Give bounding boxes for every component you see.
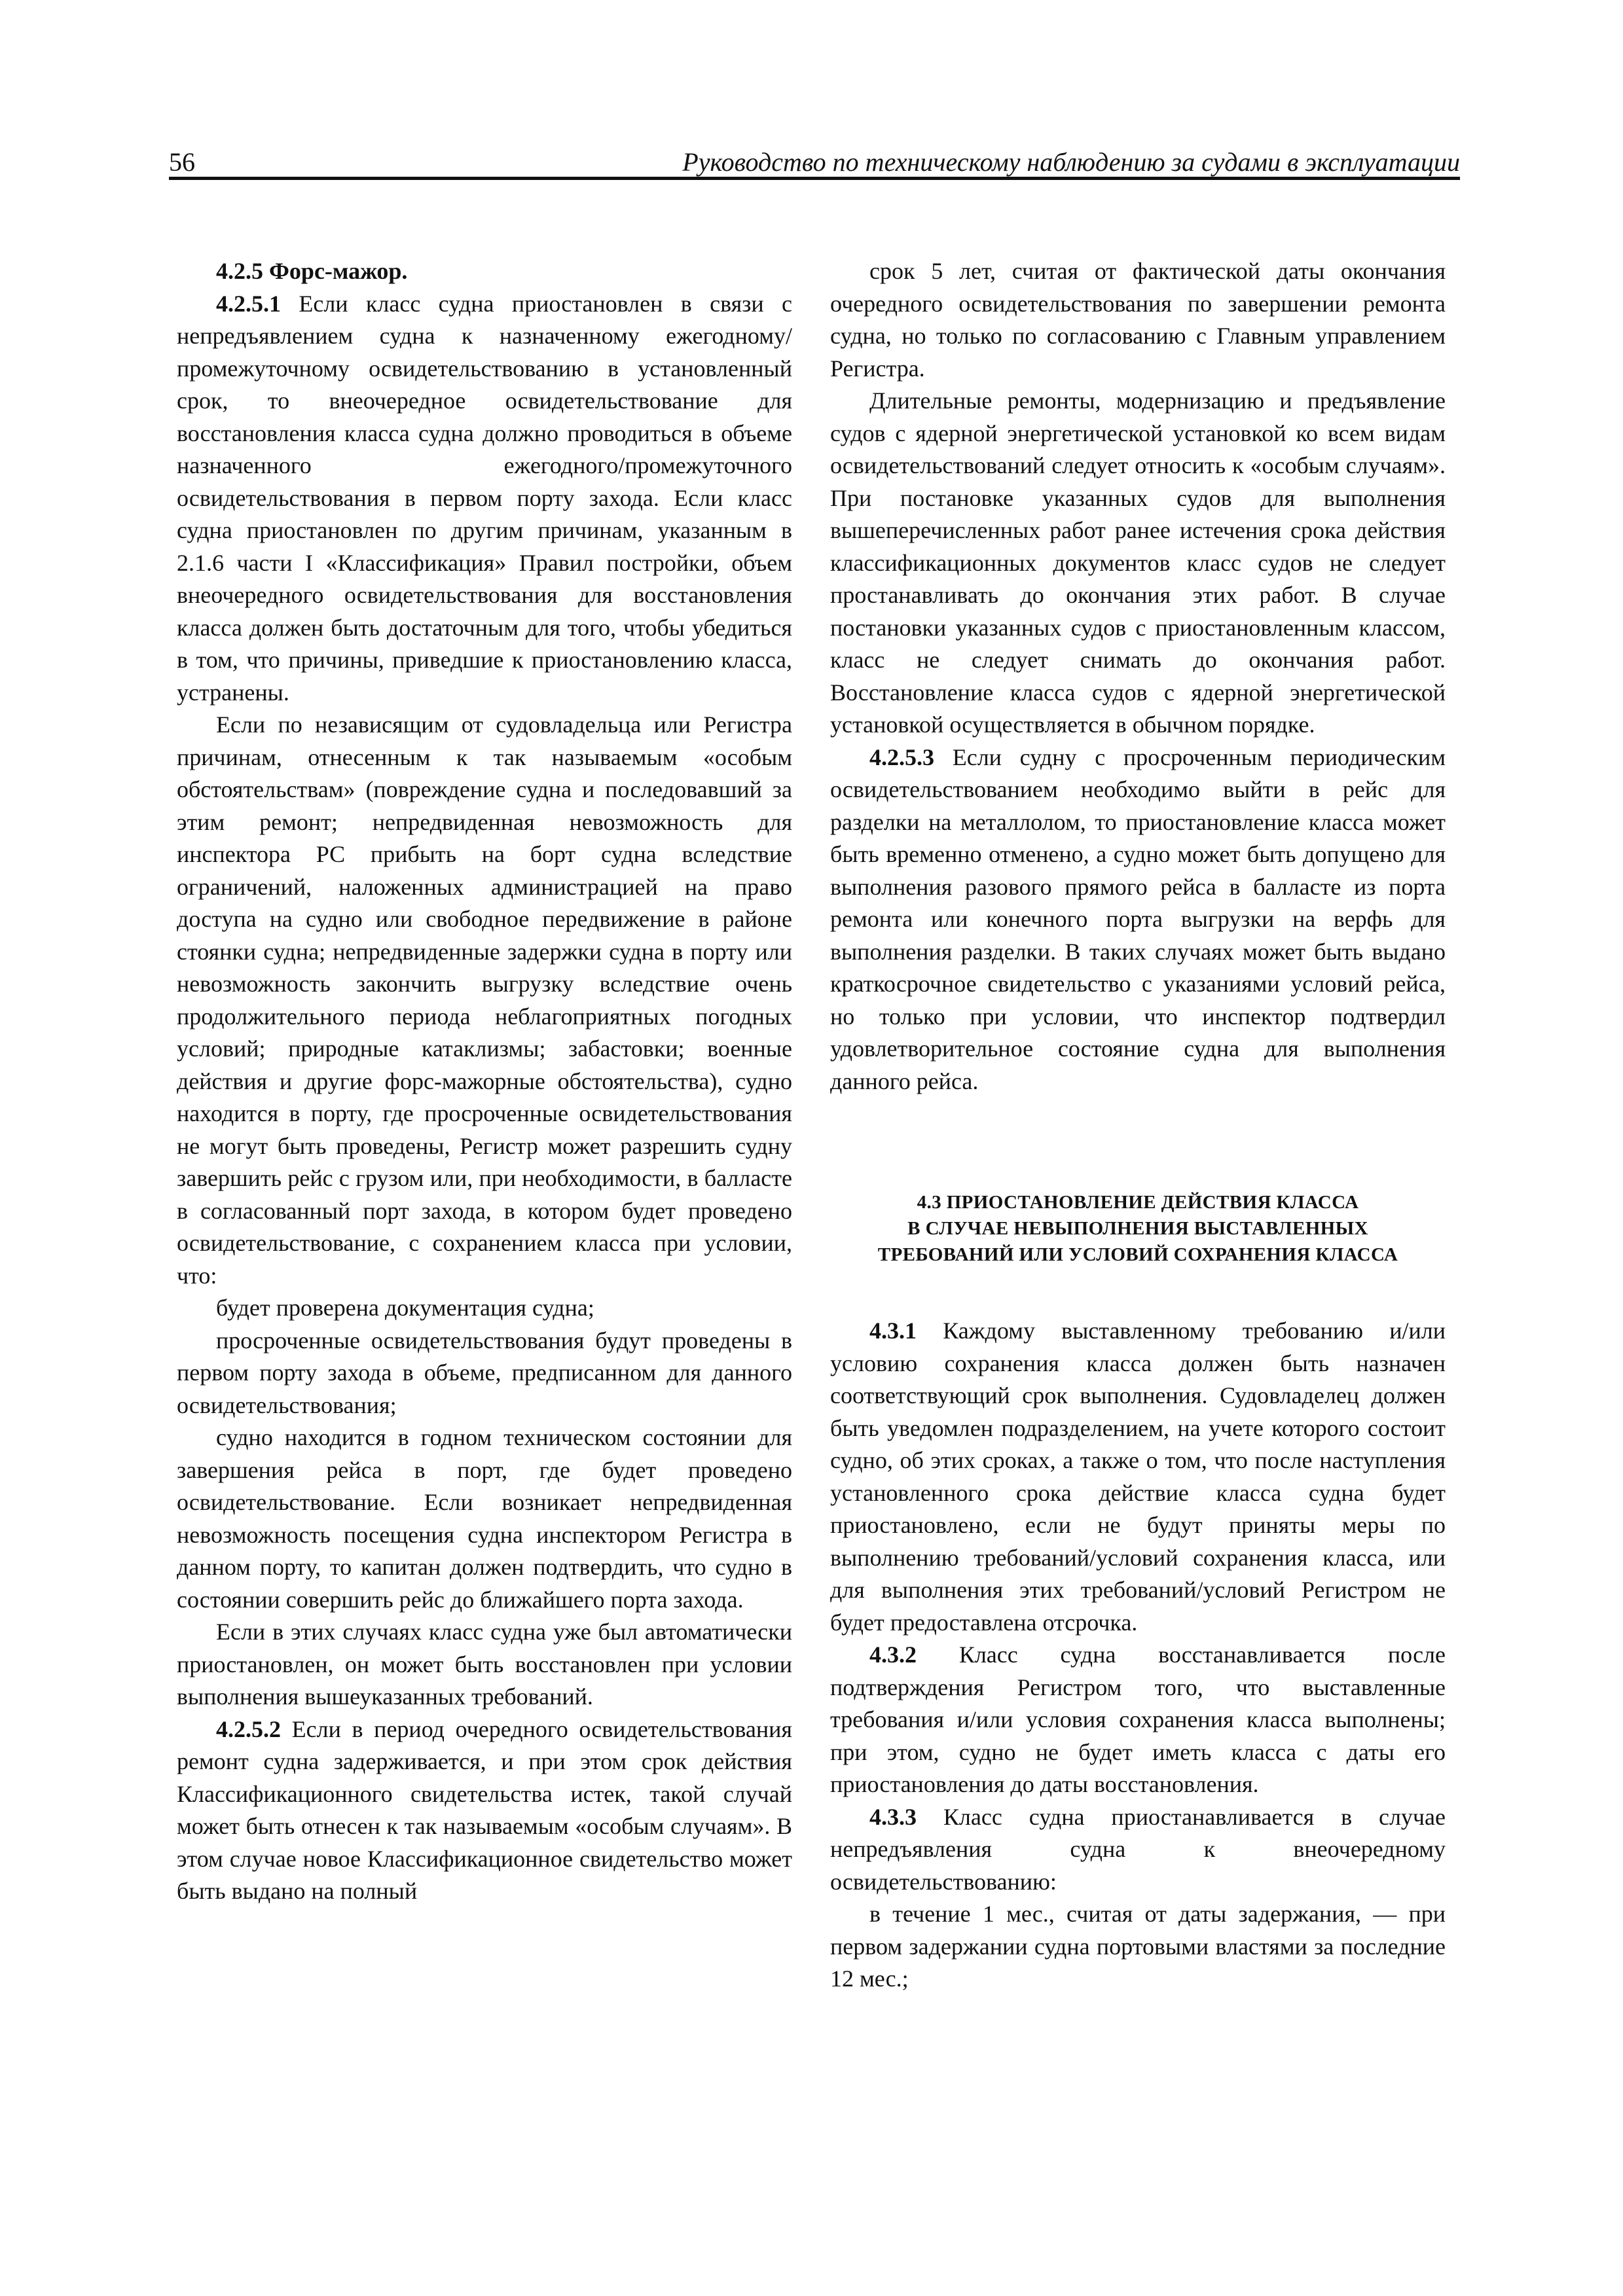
paragraph: Длительные ремонты, модернизацию и предъявление судов с ядерной энергетической установкой ко всем видам освидетельствований следует относить к «особым случаям». При постановке указанных судов для выполнения вышеперечисленных работ ранее истечения срока действия классификационных документов класс судов не следует простанавливать до окончания этих работ. В случае постановки указанных судов с приостановленным классом, класс не следует снимать до окончания работ. Восстановление класса судов с ядерной энергетической установкой осуществляется в обычном порядке. bbox=[830, 387, 1446, 738]
paragraph-text: Класс судна приостанавливается в случае непредъявления судна к внеочередному освидетельствованию: bbox=[830, 1803, 1446, 1895]
spacer bbox=[830, 1268, 1446, 1315]
page-number: 56 bbox=[169, 147, 195, 177]
clause-number: 4.2.5.3 bbox=[869, 744, 934, 770]
paragraph-text: Если класс судна приостановлен в связи с непредъявлением судна к назначенному ежегодному/промежуточному освидетельствованию в установленный срок, то внеочередное освидетельствование для восстановления класса судна должно проводиться в объеме назначенного ежегодного/промежуточного освидетельствования в первом порту захода. Если класс судна приостановлен по другим причинам, указанным в 2.1.6 части I «Классификация» Правил постройки, объем внеочередного освидетельствования для восстановления класса должен быть достаточным для того, чтобы убедиться в том, что причины, приведшие к приостановлению класса, устранены. bbox=[177, 290, 792, 706]
clause-number: 4.3.1 bbox=[869, 1318, 917, 1344]
section-title-4-3 bbox=[830, 1189, 1446, 1268]
paragraph: Если по независящим от судовладельца или Регистра причинам, отнесенным к так называемым «особым обстоятельствам» (повреждение судна и последовавший за этим ремонт; непредвиденная невозможность для инспектора РС прибыть на борт судна вследствие ограничений, наложенных администрацией на право доступа на судно или свободное передвижение в районе стоянки судна; непредвиденные задержки судна в порту или невозможность закончить выгрузку вследствие очень продолжительного периода неблагоприятных погодных условий; природные катаклизмы; забастовки; военные действия и другие форс-мажорные обстоятельства), судно находится в порту, где просроченные освидетельствования не могут быть проведены, Регистр может разрешить судну завершить рейс с грузом или, при необходимости, в балласте в согласованный порт захода, в котором будет проведено освидетельствование, с сохранением класса при условии, что: bbox=[177, 711, 792, 1289]
paragraph-4-2-5-1 bbox=[177, 288, 792, 709]
paragraph: срок 5 лет, считая от фактической даты окончания очередного освидетельствования по завершении ремонта судна, но только по согласованию с Главным управлением Регистра. bbox=[830, 258, 1446, 382]
paragraph-4-2-5-3 bbox=[830, 742, 1446, 1098]
paragraph-4-2-5-2 bbox=[177, 1713, 792, 1908]
paragraph-text: Если судну с просроченным периодическим освидетельствованием необходимо выйти в рейс для разделки на металлолом, то приостановление класса может быть временно отменено, а судно может быть допущено для выполнения разового прямого рейса в балласте из порта ремонта или конечного порта выгрузки на верфь для выполнения разделки. В таких случаях может быть выдано краткосрочное свидетельство с указаниями условий рейса, но только при условии, что инспектор подтвердил удовлетворительное состояние судна для выполнения данного рейса. bbox=[830, 744, 1446, 1094]
list-item: в течение 1 мес., считая от даты задержания, — при первом задержании судна портовыми властями за последние 12 мес.; bbox=[830, 1901, 1446, 1992]
running-title: Руководство по техническому наблюдению за судами в эксплуатации bbox=[682, 147, 1460, 177]
section-heading-4-2-5: 4.2.5 Форс-мажор. bbox=[216, 258, 408, 284]
paragraph-text: Класс судна восстанавливается после подтверждения Регистром того, что выставленные требования и/или условия сохранения класса выполнены; при этом, судно не будет иметь класса с даты его приостановления до даты восстановления. bbox=[830, 1641, 1446, 1797]
header-rule bbox=[169, 177, 1460, 180]
list-item: будет проверена документация судна; bbox=[216, 1295, 594, 1321]
paragraph-4-3-1 bbox=[830, 1315, 1446, 1639]
paragraph-text: Каждому выставленному требованию и/или условию сохранения класса должен быть назначен соответствующий срок выполнения. Судовладелец должен быть уведомлен подразделением, на учете которого состоит судно, об этих сроках, а также о том, что после наступления установленного срока действие класса судна будет приостановлено, если не будут приняты меры по выполнению требований/условий сохранения класса, или для выполнения этих требований/условий Регистром не будет предоставлена отсрочка. bbox=[830, 1318, 1446, 1636]
paragraph-4-3-3 bbox=[830, 1801, 1446, 1899]
paragraph: Если в этих случаях класс судна уже был автоматически приостановлен, он может быть восстановлен при условии выполнения вышеуказанных требований. bbox=[177, 1619, 792, 1710]
paragraph-text: Если в период очередного освидетельствования ремонт судна задерживается, и при этом срок действия Классификационного свидетельства истек, такой случай может быть отнесен к так называемым «особым случаям». В этом случае новое Классификационное свидетельство может быть выдано на полный bbox=[177, 1715, 792, 1904]
list-item: судно находится в годном техническом состоянии для завершения рейса в порт, где будет проведено освидетельствование. Если возникает непредвиденная невозможность посещения судна инспектором Регистра в данном порту, то капитан должен подтвердить, что судно в состоянии совершить рейс до ближайшего порта захода. bbox=[177, 1424, 792, 1613]
list-item: просроченные освидетельствования будут проведены в первом порту захода в объеме, предписанном для данного освидетельствования; bbox=[177, 1327, 792, 1418]
paragraph-4-3-2 bbox=[830, 1639, 1446, 1801]
page-header bbox=[169, 143, 1460, 181]
section-title-line: 4.3 ПРИОСТАНОВЛЕНИЕ ДЕЙСТВИЯ КЛАССА bbox=[917, 1192, 1359, 1213]
section-title-line: ТРЕБОВАНИЙ ИЛИ УСЛОВИЙ СОХРАНЕНИЯ КЛАССА bbox=[877, 1244, 1398, 1265]
clause-number: 4.3.3 bbox=[869, 1803, 917, 1830]
section-title-line: В СЛУЧАЕ НЕВЫПОЛНЕНИЯ ВЫСТАВЛЕННЫХ bbox=[907, 1218, 1368, 1239]
clause-number: 4.3.2 bbox=[869, 1641, 917, 1668]
left-column bbox=[177, 255, 792, 1908]
clause-number: 4.2.5.1 bbox=[216, 290, 281, 317]
clause-number: 4.2.5.2 bbox=[216, 1715, 281, 1742]
right-column bbox=[830, 255, 1446, 1996]
spacer bbox=[830, 1098, 1446, 1189]
